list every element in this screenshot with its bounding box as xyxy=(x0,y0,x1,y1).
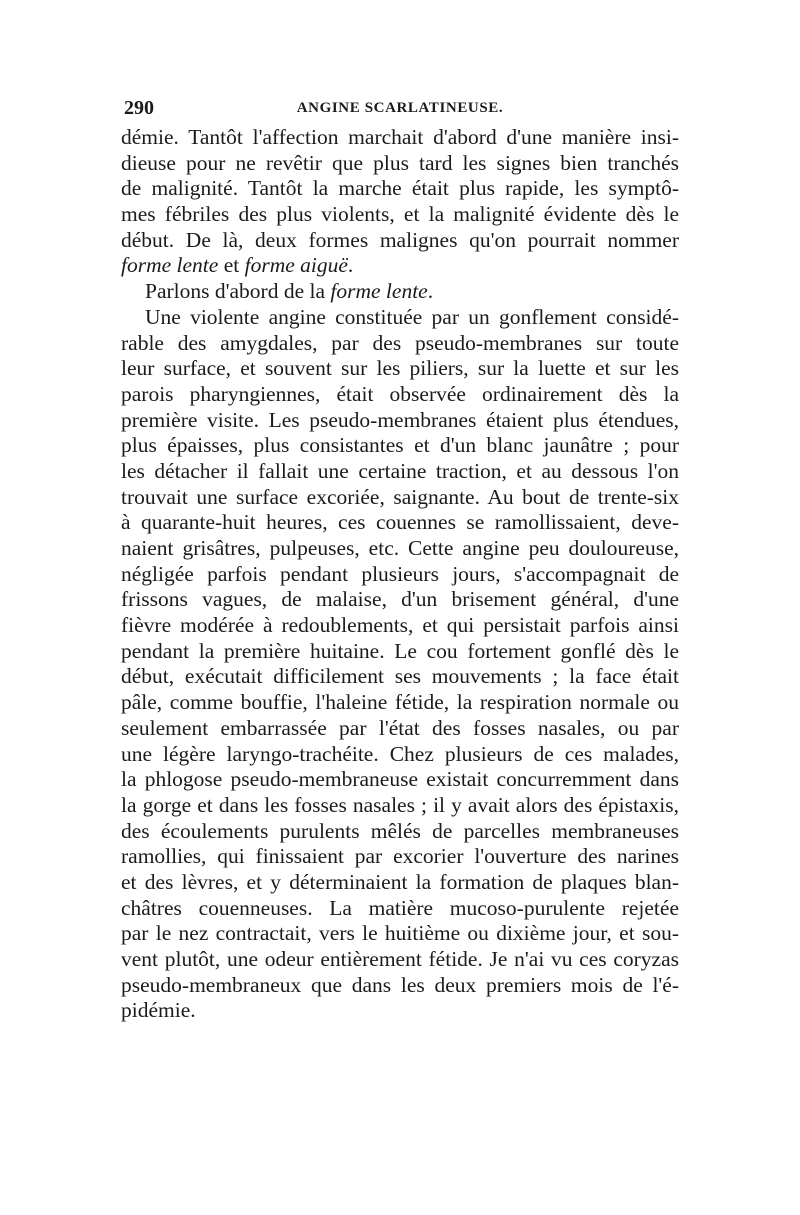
page-header xyxy=(124,97,676,121)
text-line: trouvait une surface excoriée, saignante. Au bout de trente-six xyxy=(121,484,679,509)
text-line: par le nez contractait, vers le huitième ou dixième jour, et sou- xyxy=(121,921,679,946)
text-line: négligée parfois pendant plusieurs jours, s'accompagnait de xyxy=(121,561,679,586)
italic-term: forme lente xyxy=(121,253,219,278)
text-run: . xyxy=(427,279,434,304)
body-text xyxy=(121,125,679,1024)
text-line: fièvre modérée à redoublements, et qui persistait parfois ainsi xyxy=(121,613,679,638)
text-line: la phlogose pseudo-membraneuse existait concurremment dans xyxy=(121,767,679,792)
text-line: la gorge et dans les fosses nasales ; il y avait alors des épistaxis, xyxy=(121,792,679,817)
text-line: naient grisâtres, pulpeuses, etc. Cette angine peu douloureuse, xyxy=(121,536,679,560)
text-line: début. De là, deux formes malignes qu'on pourrait nommer xyxy=(121,227,679,252)
text-line: début, exécutait difficilement ses mouvements ; la face était xyxy=(121,664,679,689)
text-line: mes fébriles des plus violents, et la malignité évidente dès le xyxy=(121,202,679,227)
italic-term: forme lente xyxy=(330,279,428,304)
text-line: plus épaisses, plus consistantes et d'un blanc jaunâtre ; pour xyxy=(121,433,679,458)
text-line: à quarante-huit heures, ces couennes se ramollissaient, deve- xyxy=(121,510,679,535)
text-line: une légère laryngo-trachéite. Chez plusieurs de ces malades, xyxy=(121,741,679,766)
text-run: . xyxy=(347,253,354,278)
text-line: pseudo-membraneux que dans les deux premiers mois de l'é- xyxy=(121,972,679,997)
text-line: démie. Tantôt l'affection marchait d'abord d'une manière insi- xyxy=(121,125,679,149)
text-run: et xyxy=(218,253,245,278)
text-line: des écoulements purulents mêlés de parcelles membraneuses xyxy=(121,818,679,843)
text-line: Une violente angine constituée par un gonflement considé- xyxy=(145,304,679,329)
text-line: et des lèvres, et y déterminaient la formation de plaques blan- xyxy=(121,869,679,894)
running-title: ANGINE SCARLATINEUSE. xyxy=(296,100,504,116)
italic-term: forme aiguë xyxy=(244,253,348,278)
text-line: frissons vagues, de malaise, d'un brisement général, d'une xyxy=(121,587,679,612)
text-line: première visite. Les pseudo-membranes étaient plus étendues, xyxy=(121,407,679,432)
text-line xyxy=(121,253,679,279)
text-line: châtres couenneuses. La matière mucoso-purulente rejetée xyxy=(121,895,679,920)
text-line: vent plutôt, une odeur entièrement fétide. Je n'ai vu ces coryzas xyxy=(121,947,679,971)
text-line xyxy=(121,279,679,305)
text-line: les détacher il fallait une certaine traction, et au dessous l'on xyxy=(121,458,679,483)
text-line: pâle, comme bouffie, l'haleine fétide, la respiration normale ou xyxy=(121,690,679,715)
text-line: pidémie. xyxy=(121,998,196,1023)
text-line: de malignité. Tantôt la marche était plus rapide, les symptô- xyxy=(121,176,679,201)
text-line: leur surface, et souvent sur les piliers, sur la luette et sur les xyxy=(121,356,679,381)
text-line: parois pharyngiennes, était observée ordinairement dès la xyxy=(121,381,679,406)
text-line: seulement embarrassée par l'état des fosses nasales, ou par xyxy=(121,715,679,740)
text-line: pendant la première huitaine. Le cou fortement gonflé dès le xyxy=(121,638,679,663)
text-run: Parlons d'abord de la xyxy=(145,279,331,304)
text-line: dieuse pour ne revêtir que plus tard les signes bien tranchés xyxy=(121,150,679,175)
text-line: rable des amygdales, par des pseudo-membranes sur toute xyxy=(121,330,679,355)
text-line: ramollies, qui finissaient par excorier l'ouverture des narines xyxy=(121,844,679,869)
page-number: 290 xyxy=(124,97,154,119)
